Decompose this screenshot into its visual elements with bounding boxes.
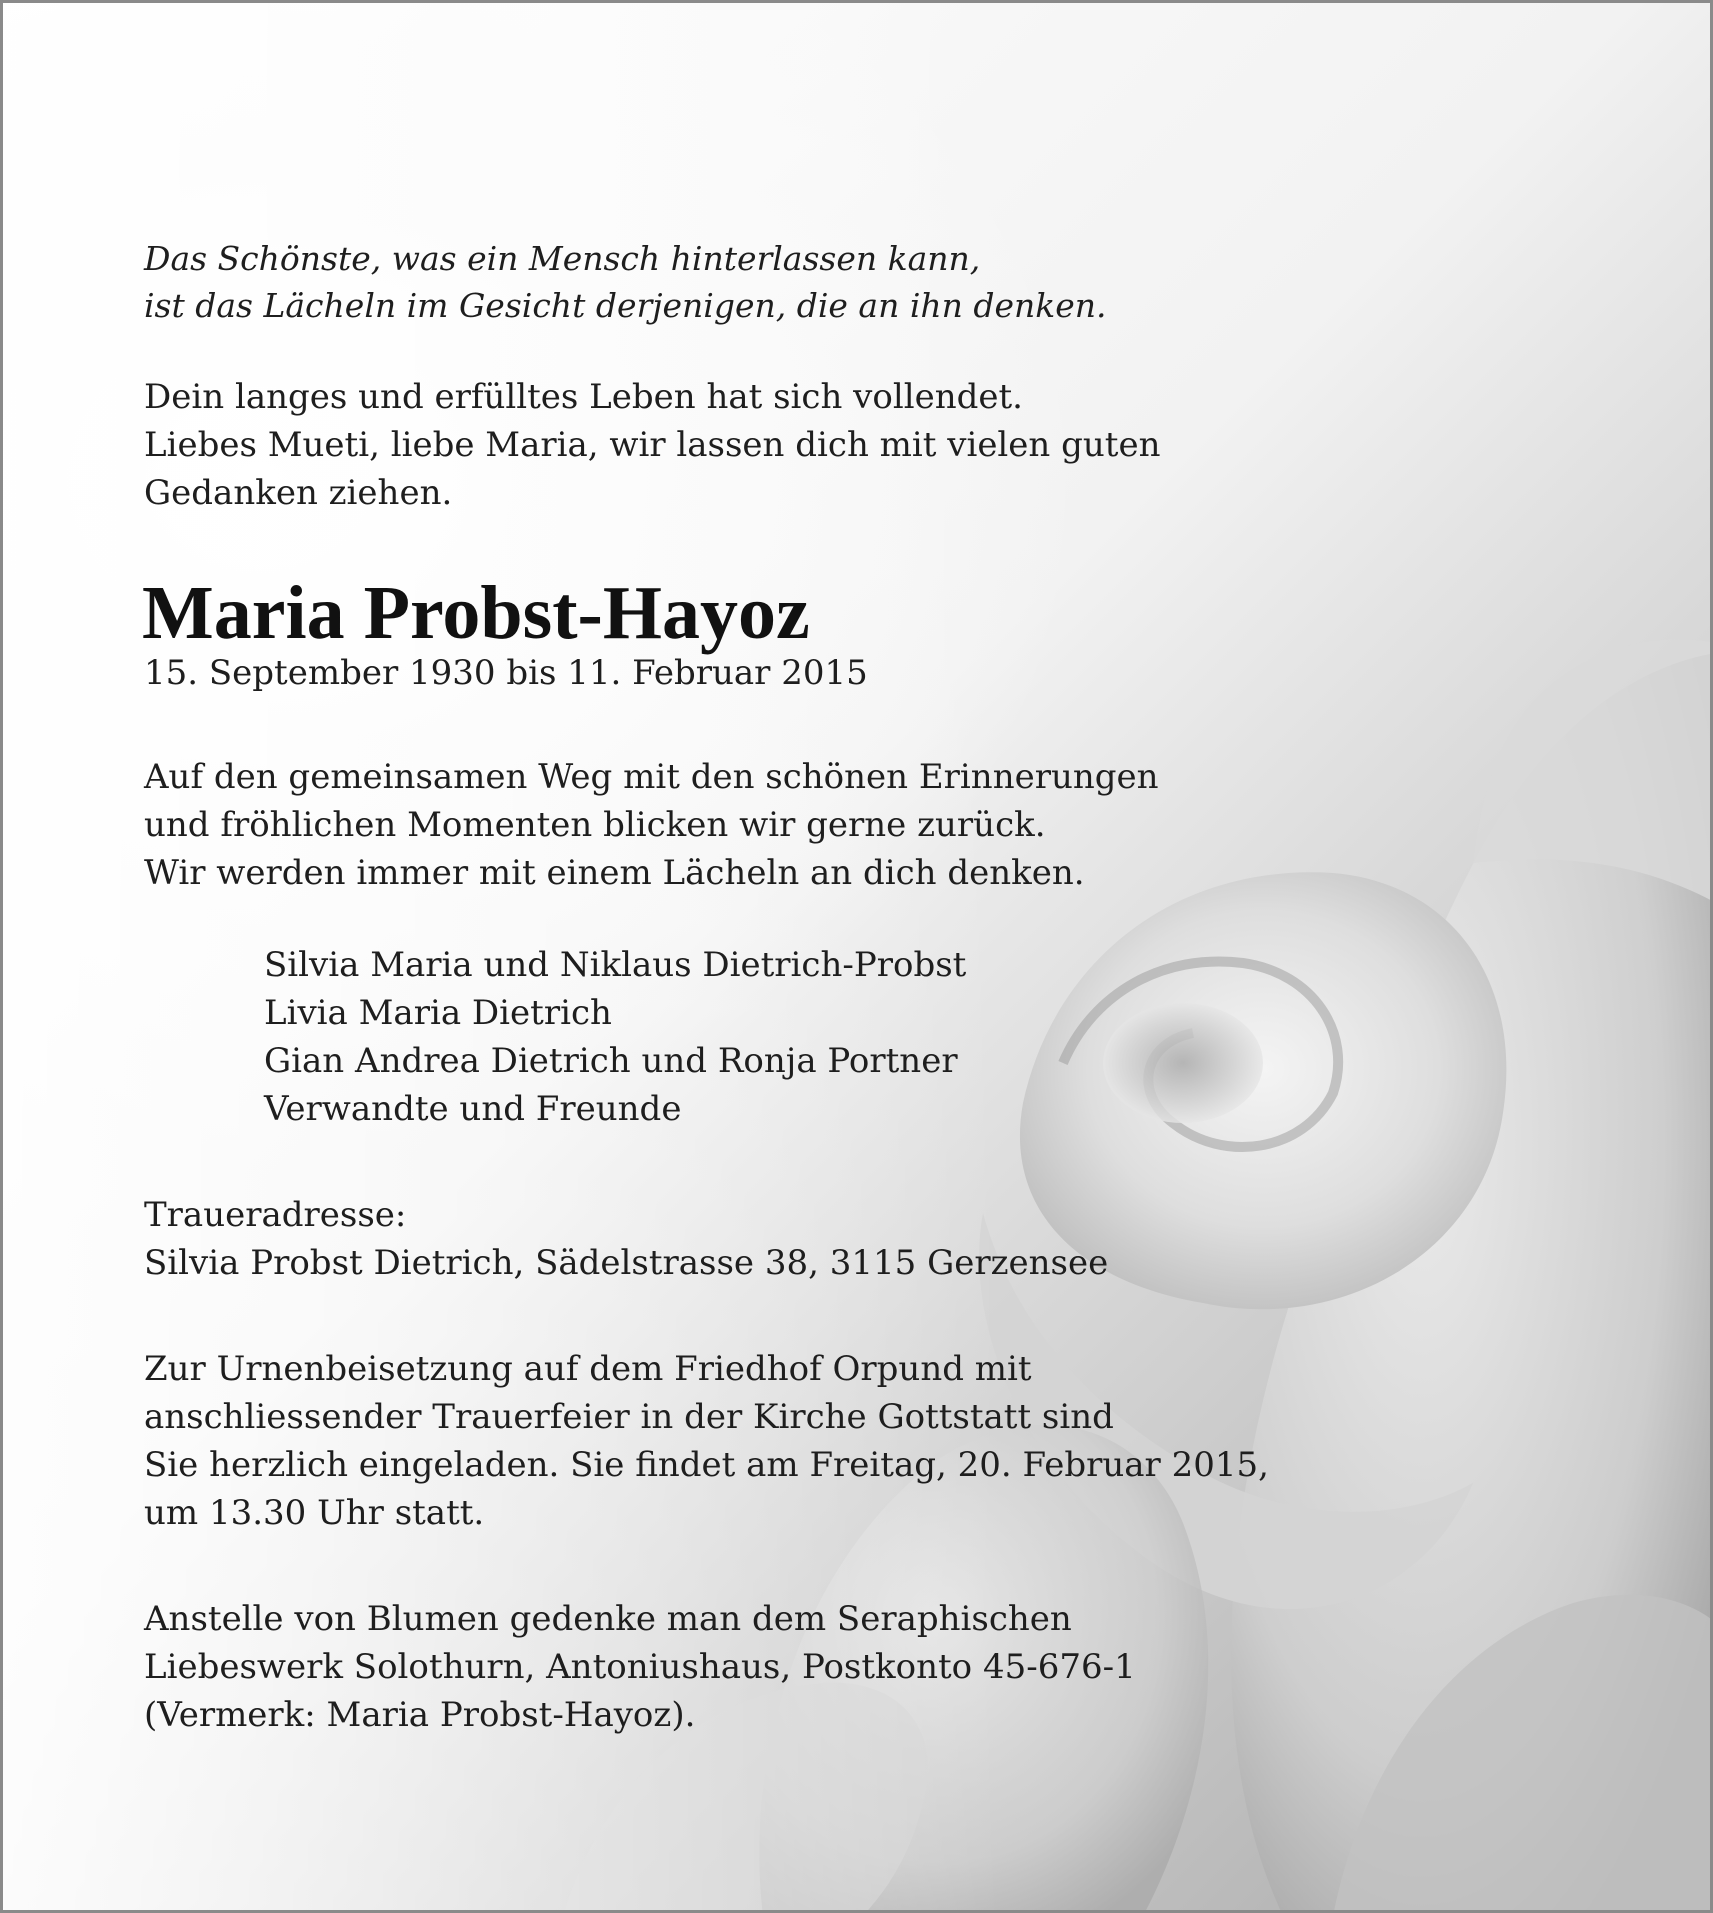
intro-line: Dein langes und erfülltes Leben hat sich vollendet.: [144, 377, 1023, 417]
ceremony-line: um 13.30 Uhr statt.: [144, 1493, 485, 1533]
intro-line: Liebes Mueti, liebe Maria, wir lassen dich mit vielen guten: [144, 425, 1161, 465]
memory-line: und fröhlichen Momenten blicken wir gerne zurück.: [144, 805, 1046, 845]
donation-line: (Vermerk: Maria Probst-Hayoz).: [144, 1695, 696, 1735]
mourner-name: Silvia Maria und Niklaus Dietrich-Probst: [264, 945, 967, 985]
mourner-name: Gian Andrea Dietrich und Ronja Portner: [264, 1041, 958, 1081]
mourner-name: Verwandte und Freunde: [264, 1089, 682, 1129]
address-label: Traueradresse:: [144, 1195, 407, 1235]
life-dates: 15. September 1930 bis 11. Februar 2015: [144, 653, 868, 693]
donation-line: Liebeswerk Solothurn, Antoniushaus, Postkonto 45-676-1: [144, 1647, 1136, 1687]
opening-quote: [144, 235, 1344, 329]
ceremony-paragraph: [144, 1345, 1344, 1537]
memory-line: Auf den gemeinsamen Weg mit den schönen Erinnerungen: [144, 757, 1159, 797]
mourner-name: Livia Maria Dietrich: [264, 993, 612, 1033]
mourners-list: [264, 941, 1344, 1133]
intro-line: Gedanken ziehen.: [144, 473, 453, 513]
intro-paragraph: [144, 373, 1344, 517]
ceremony-line: Zur Urnenbeisetzung auf dem Friedhof Orpund mit: [144, 1349, 1032, 1389]
donation-paragraph: [144, 1595, 1344, 1739]
ceremony-line: Sie herzlich eingeladen. Sie findet am Freitag, 20. Februar 2015,: [144, 1445, 1269, 1485]
memory-line: Wir werden immer mit einem Lächeln an dich denken.: [144, 853, 1085, 893]
obituary-text: [144, 235, 1344, 1739]
memory-paragraph: [144, 753, 1344, 897]
address-line: Silvia Probst Dietrich, Sädelstrasse 38, 3115 Gerzensee: [144, 1243, 1109, 1283]
quote-line: ist das Lächeln im Gesicht derjenigen, die an ihn denken.: [144, 286, 1107, 325]
quote-line: Das Schönste, was ein Mensch hinterlassen kann,: [144, 239, 981, 278]
deceased-name: Maria Probst-Hayoz: [142, 571, 810, 655]
donation-line: Anstelle von Blumen gedenke man dem Seraphischen: [144, 1599, 1072, 1639]
mourning-address: [144, 1191, 1344, 1287]
ceremony-line: anschliessender Trauerfeier in der Kirche Gottstatt sind: [144, 1397, 1114, 1437]
